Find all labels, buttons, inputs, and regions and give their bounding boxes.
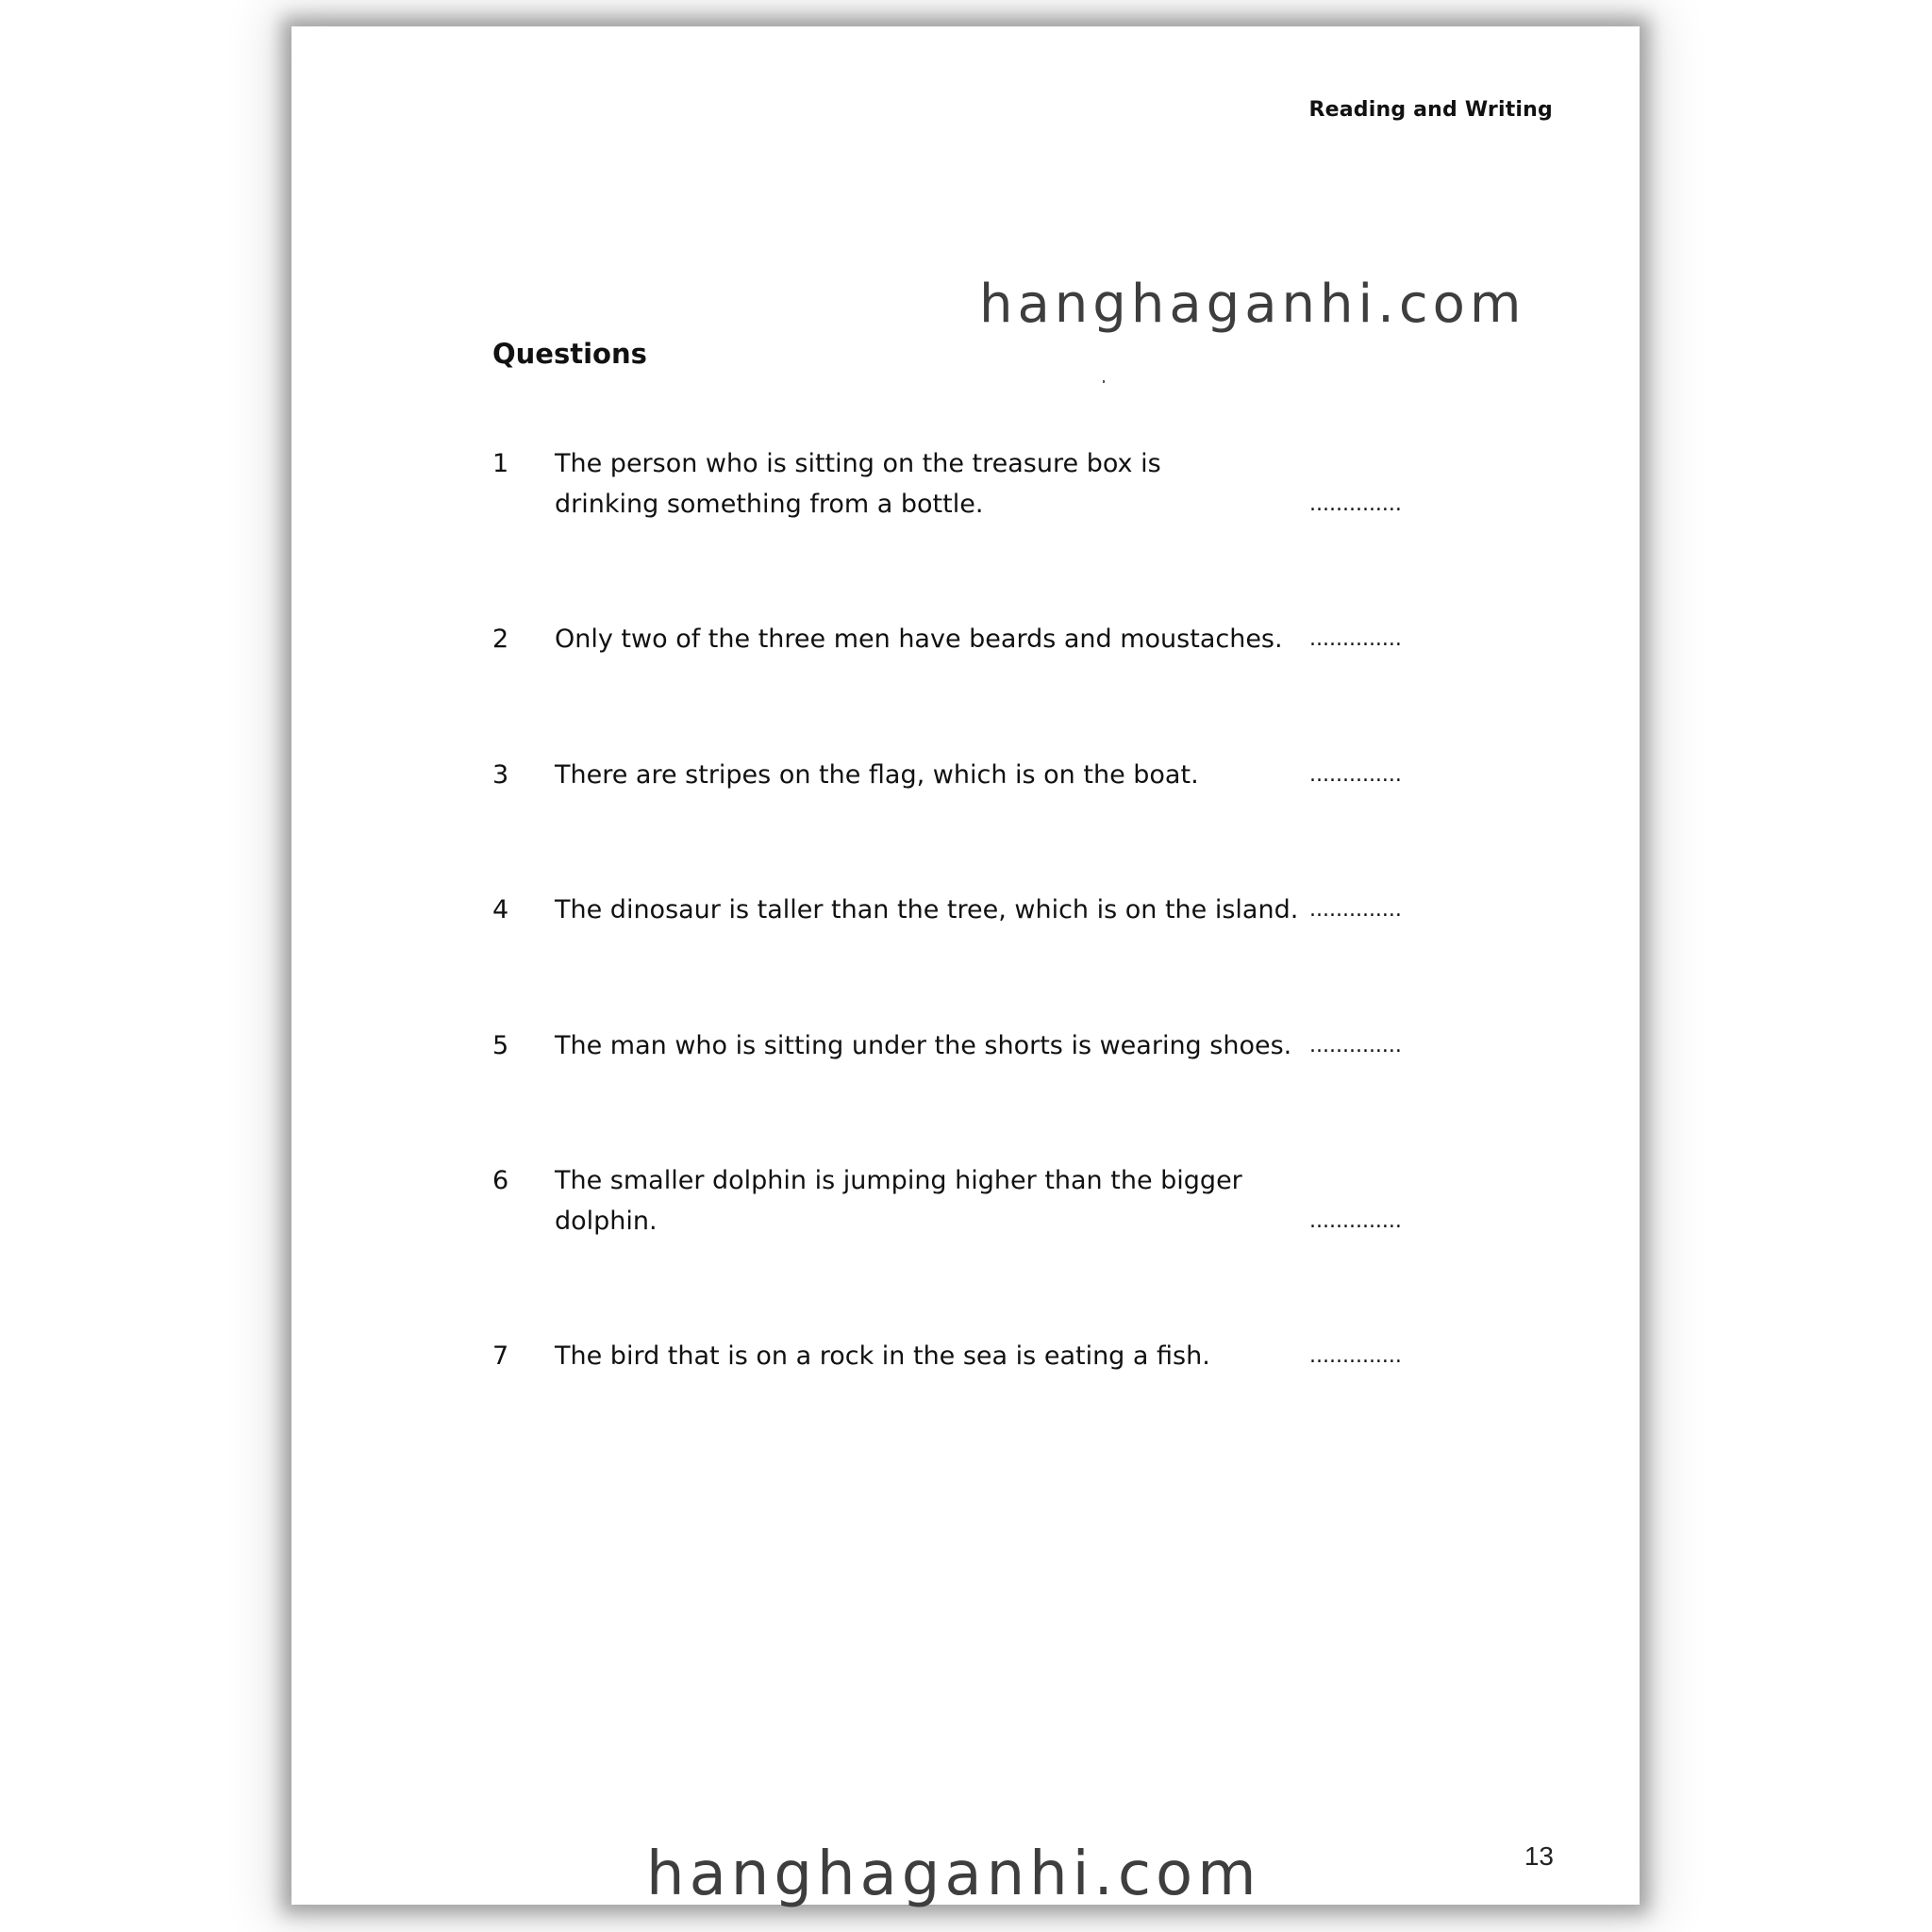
answer-blank[interactable]: .............. [1309,627,1402,651]
question-text [555,1160,1309,1241]
question-text-line: There are stripes on the flag, which is on the boat. [555,760,1199,790]
question-number: 5 [492,1031,509,1060]
question-text-line: Only two of the three men have beards and moustaches. [555,625,1283,654]
question-text-line: dolphin. [555,1207,658,1236]
running-head: Reading and Writing [1308,98,1553,122]
speck-mark [1103,380,1105,383]
answer-blank[interactable]: .............. [1309,1209,1402,1233]
question-text [555,619,1309,659]
answer-blank[interactable]: .............. [1309,1034,1402,1058]
question-text [555,443,1309,525]
answer-blank[interactable]: .............. [1309,763,1402,787]
page-number: 13 [1524,1841,1554,1871]
question-number: 7 [492,1341,509,1371]
question-text-line: drinking something from a bottle. [555,490,984,519]
answer-blank[interactable]: .............. [1309,492,1402,516]
answer-blank[interactable]: .............. [1309,898,1402,922]
question-text [555,755,1309,795]
answer-blank[interactable]: .............. [1309,1344,1402,1368]
watermark-bottom: hanghaganhi.com [646,1840,1261,1909]
question-number: 3 [492,760,509,790]
question-text-line: The bird that is on a rock in the sea is eating a fish. [555,1341,1210,1371]
question-number: 6 [492,1166,509,1195]
watermark-top: hanghaganhi.com [979,274,1526,335]
question-number: 2 [492,625,509,654]
question-text-line: The man who is sitting under the shorts is wearing shoes. [555,1031,1292,1060]
question-text-line: The person who is sitting on the treasure box is [555,449,1161,478]
question-number: 4 [492,895,509,924]
worksheet-page [291,26,1640,1909]
question-text [555,1025,1309,1066]
question-text [555,1336,1309,1376]
section-title: Questions [492,338,647,370]
question-text-line: The dinosaur is taller than the tree, which is on the island. [555,895,1299,924]
question-text [555,890,1309,930]
question-number: 1 [492,449,509,478]
question-text-line: The smaller dolphin is jumping higher than the bigger [555,1166,1242,1195]
